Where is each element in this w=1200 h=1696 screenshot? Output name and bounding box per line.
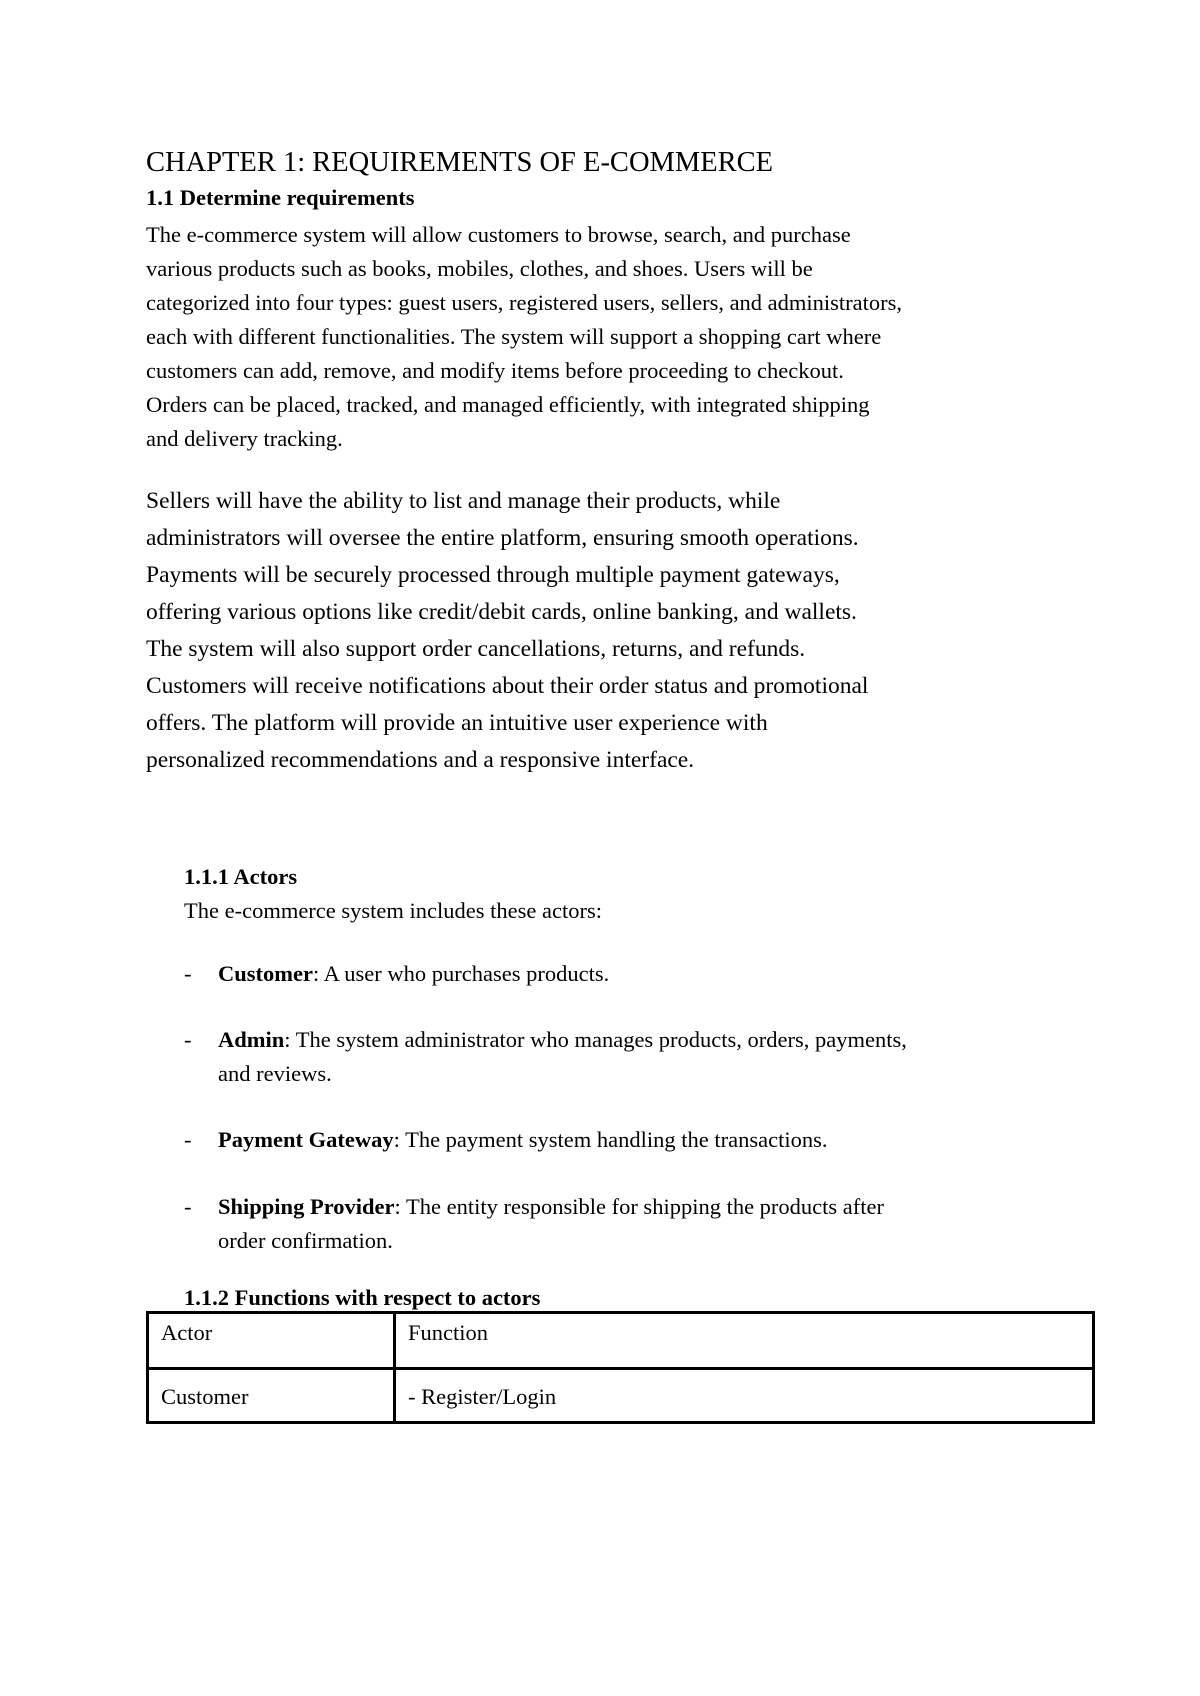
list-bullet: - xyxy=(184,1027,192,1052)
actor-separator: : xyxy=(394,1194,401,1219)
actor-description xyxy=(218,1123,1058,1157)
actor-separator: : xyxy=(393,1127,400,1152)
paragraph-line: The system will also support order cancellations, returns, and refunds. xyxy=(146,636,806,662)
actor-separator: : xyxy=(312,961,320,986)
table-header-cell: Actor xyxy=(148,1313,395,1369)
actor-description xyxy=(218,957,1058,991)
paragraph-line: administrators will oversee the entire platform, ensuring smooth operations. xyxy=(146,525,859,551)
requirements-paragraph-1 xyxy=(146,218,1046,456)
paragraph-line: and delivery tracking. xyxy=(146,426,343,451)
table-cell: - Register/Login xyxy=(395,1369,1094,1423)
list-bullet: - xyxy=(184,1127,192,1152)
paragraph-line: Customers will receive notifications about their order status and promotional xyxy=(146,673,869,699)
section-heading-1-1: 1.1 Determine requirements xyxy=(146,185,415,210)
paragraph-line: Orders can be placed, tracked, and managed efficiently, with integrated shipping xyxy=(146,392,870,417)
actor-name: Customer xyxy=(218,961,313,986)
actor-separator: : xyxy=(284,1027,291,1052)
actor-name: Shipping Provider xyxy=(218,1194,395,1219)
functions-heading: 1.1.2 Functions with respect to actors xyxy=(184,1285,541,1310)
paragraph-line: The e-commerce system will allow customers to browse, search, and purchase xyxy=(146,222,851,247)
paragraph-line: Payments will be securely processed through multiple payment gateways, xyxy=(146,562,840,588)
requirements-paragraph-2 xyxy=(146,483,1046,779)
paragraph-line: offering various options like credit/debit cards, online banking, and wallets. xyxy=(146,599,857,625)
paragraph-line: Sellers will have the ability to list and manage their products, while xyxy=(146,488,781,514)
actors-intro: The e-commerce system includes these actors: xyxy=(184,898,602,923)
paragraph-line: personalized recommendations and a responsive interface. xyxy=(146,747,695,773)
actor-text: The entity responsible for shipping the products after xyxy=(400,1194,885,1219)
actor-name: Payment Gateway xyxy=(218,1127,394,1152)
paragraph-line: each with different functionalities. The system will support a shopping cart where xyxy=(146,324,882,349)
functions-table xyxy=(146,1311,1095,1424)
actors-heading: 1.1.1 Actors xyxy=(184,864,298,889)
list-bullet: - xyxy=(184,961,192,986)
table-header-cell: Function xyxy=(395,1313,1094,1369)
actor-text-continued: order confirmation. xyxy=(218,1228,393,1253)
actor-name: Admin xyxy=(218,1027,285,1052)
table-row xyxy=(148,1369,1094,1423)
actor-text: The payment system handling the transactions. xyxy=(399,1127,828,1152)
actor-description xyxy=(218,1023,1058,1091)
paragraph-line: offers. The platform will provide an intuitive user experience with xyxy=(146,710,768,736)
actor-text: The system administrator who manages products, orders, payments, xyxy=(290,1027,907,1052)
actor-text-continued: and reviews. xyxy=(218,1061,332,1086)
paragraph-line: categorized into four types: guest users, registered users, sellers, and administrators, xyxy=(146,290,903,315)
table-header-row xyxy=(148,1313,1094,1369)
chapter-title: CHAPTER 1: REQUIREMENTS OF E-COMMERCE xyxy=(146,147,774,178)
list-bullet: - xyxy=(184,1194,192,1219)
paragraph-line: various products such as books, mobiles, clothes, and shoes. Users will be xyxy=(146,256,813,281)
actor-text: A user who purchases products. xyxy=(319,961,610,986)
table-cell: Customer xyxy=(148,1369,395,1423)
actor-description xyxy=(218,1190,1058,1258)
paragraph-line: customers can add, remove, and modify items before proceeding to checkout. xyxy=(146,358,844,383)
